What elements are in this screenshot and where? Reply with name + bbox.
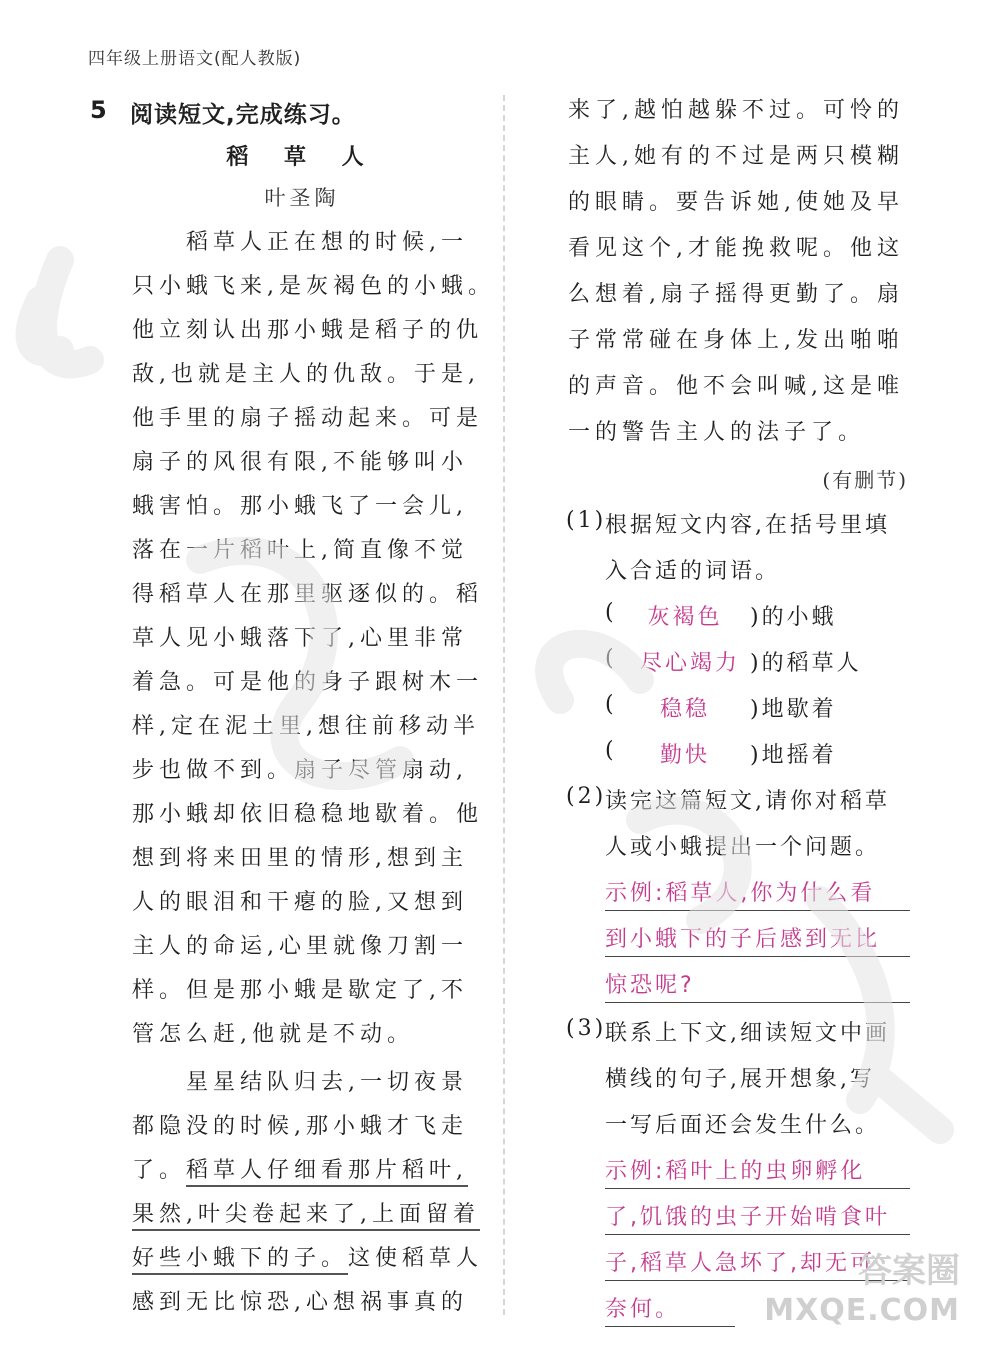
abridged-note: (有删节) [822, 468, 908, 492]
question-2-text: 人或小蛾提出一个问题。 [605, 835, 881, 860]
answer-line: 到小蛾下的子后感到无比 [605, 922, 910, 957]
passage-line: 蛾害怕。那小蛾飞了一会儿, [132, 494, 468, 519]
passage-line: 样,定在泥土里,想往前移动半 [132, 714, 480, 739]
answer-line: 示例:稻草人,你为什么看 [605, 876, 910, 911]
passage-line: 稻草人正在想的时候,一 [132, 230, 468, 255]
passage-line: 么想着,扇子摇得更勤了。扇 [568, 282, 904, 307]
passage-line: 星星结队归去,一切夜景 [132, 1070, 468, 1095]
paren-open: ( [605, 692, 614, 717]
passage-line: 扇子的风很有限,不能够叫小 [132, 450, 468, 475]
passage-line: 的声音。他不会叫喊,这是唯 [568, 374, 904, 399]
blank-suffix: )的稻草人 [750, 651, 862, 676]
passage-line: 样。但是那小蛾是歇定了,不 [132, 978, 468, 1003]
passage-line: 一的警告主人的法子了。 [568, 420, 866, 445]
passage-text: 这使稻草人 [348, 1246, 484, 1271]
blank-answer: 稳稳 [659, 697, 710, 722]
answer-line: 奈何。 [605, 1292, 735, 1327]
passage-line: 子常常碰在身体上,发出啪啪 [568, 328, 904, 353]
question-3-text: 联系上下文,细读短文中画 [605, 1021, 890, 1046]
underlined-sentence: 稻草人仔细看那片稻叶, [186, 1158, 468, 1187]
passage-line: 步也做不到。扇子尽管扇动, [132, 758, 468, 783]
passage-line: 草人见小蛾落下了,心里非常 [132, 626, 468, 651]
blank-answer: 灰褐色 [647, 605, 723, 630]
running-head: 四年级上册语文(配人教版) [88, 49, 302, 69]
question-3-text: 一写后面还会发生什么。 [605, 1113, 881, 1138]
question-2-label: (2) [566, 784, 607, 809]
paren-open: ( [605, 646, 614, 671]
story-author: 叶圣陶 [264, 186, 340, 210]
passage-line: 敌,也就是主人的仇敌。于是, [132, 362, 480, 387]
passage-line: 想到将来田里的情形,想到主 [132, 846, 468, 871]
passage-line: 主人的命运,心里就像刀割一 [132, 934, 468, 959]
paren-open: ( [605, 738, 614, 763]
passage-line: 只小蛾飞来,是灰褐色的小蛾。 [132, 274, 495, 299]
passage-line: 得稻草人在那里驱逐似的。稻 [132, 582, 484, 607]
passage-line: 管怎么赶,他就是不动。 [132, 1022, 414, 1047]
blank-suffix: )的小蛾 [750, 605, 837, 630]
column-divider [503, 95, 505, 1315]
blank-suffix: )地歇着 [750, 697, 837, 722]
answer-line: 示例:稻叶上的虫卵孵化 [605, 1154, 910, 1189]
passage-line: 他手里的扇子摇动起来。可是 [132, 406, 484, 431]
paren-open: ( [605, 600, 614, 625]
question-3-label: (3) [566, 1016, 607, 1041]
underlined-sentence: 果然,叶尖卷起来了,上面留着 [132, 1202, 480, 1231]
answer-line: 了,饥饿的虫子开始啃食叶 [605, 1200, 910, 1235]
blank-answer: 尽心竭力 [639, 651, 740, 676]
watermark-logo: 答案圈 [858, 1251, 960, 1291]
underlined-sentence: 好些小蛾下的子。 [132, 1246, 348, 1275]
passage-line: 的眼睛。要告诉她,使她及早 [568, 190, 904, 215]
question-1-text: 入合适的词语。 [605, 559, 781, 584]
question-2-text: 读完这篇短文,请你对稻草 [605, 789, 890, 814]
blank-answer: 勤快 [659, 743, 710, 768]
question-title: 阅读短文,完成练习。 [130, 102, 356, 128]
passage-line: 感到无比惊恐,心想祸事真的 [132, 1290, 468, 1315]
answer-line: 惊恐呢? [605, 968, 910, 1003]
passage-line: 来了,越怕越躲不过。可怜的 [568, 98, 904, 123]
question-3-text: 横线的句子,展开想象,写 [605, 1067, 875, 1092]
watermark-site: MXQE.COM [764, 1293, 960, 1328]
question-number: 5 [90, 96, 107, 124]
question-1-label: (1) [566, 508, 607, 533]
passage-line: 主人,她有的不过是两只模糊 [568, 144, 904, 169]
answer-line: 子,稻草人急坏了,却无可 [605, 1246, 910, 1281]
story-title: 稻 草 人 [226, 145, 378, 170]
passage-line [132, 1200, 480, 1230]
blank-suffix: )地摇着 [750, 743, 837, 768]
passage-line: 那小蛾却依旧稳稳地歇着。他 [132, 802, 484, 827]
question-1-text: 根据短文内容,在括号里填 [605, 513, 890, 538]
passage-line: 看见这个,才能挽救呢。他这 [568, 236, 904, 261]
passage-line: 落在一片稻叶上,简直像不觉 [132, 538, 468, 563]
passage-line: 都隐没的时候,那小蛾才飞走 [132, 1114, 468, 1139]
passage-line [132, 1244, 483, 1274]
passage-line [132, 1156, 468, 1186]
passage-line: 着急。可是他的身子跟树木一 [132, 670, 484, 695]
passage-line: 他立刻认出那小蛾是稻子的仇 [132, 318, 484, 343]
passage-text: 了。 [132, 1158, 187, 1183]
passage-line: 人的眼泪和干瘪的脸,又想到 [132, 890, 468, 915]
